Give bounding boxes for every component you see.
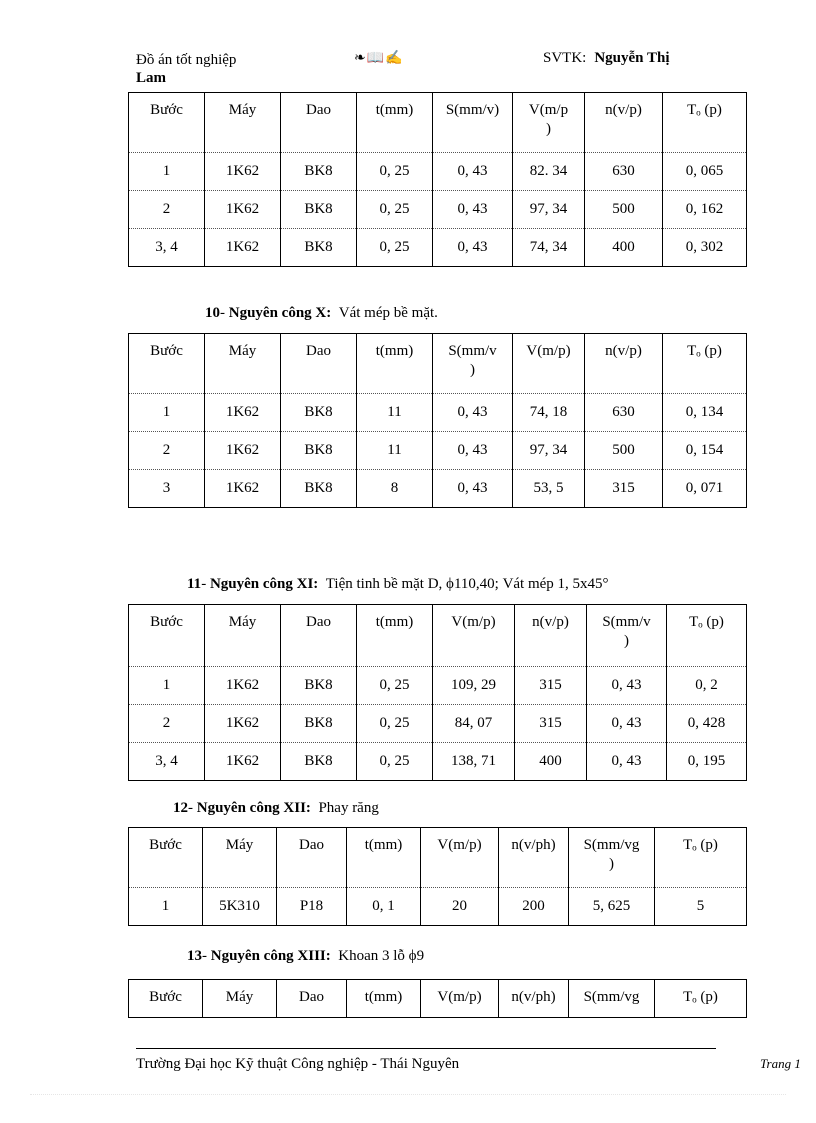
table-cell: BK8 [281,394,357,432]
section-11-dash: - [201,576,210,592]
column-header: n(v/p) [585,93,663,153]
table-cell: BK8 [281,667,357,705]
column-header: Dao [281,605,357,667]
column-header: n(v/ph) [499,980,569,1018]
table-row [129,705,747,743]
table-cell: 0, 43 [587,705,667,743]
section-13-number: 13 [187,948,202,964]
table-cell: 630 [585,153,663,191]
column-header: V(m/p ) [513,93,585,153]
page-number: Trang 1 [760,1056,801,1071]
column-header: t(mm) [357,93,433,153]
table-row [129,667,747,705]
column-header: Tₒ (p) [655,980,747,1018]
table-cell: 400 [585,229,663,267]
table-cell: 2 [129,191,205,229]
column-header: Dao [277,980,347,1018]
table-cell: 0, 065 [663,153,747,191]
table-cutting-params-1 [128,92,747,267]
table-cell: 0, 25 [357,153,433,191]
footer-divider [136,1048,716,1049]
table-cell: BK8 [281,191,357,229]
table-cell: 1 [129,667,205,705]
table-cell: 11 [357,394,433,432]
table-cell: 500 [585,432,663,470]
table-cell: 0, 43 [587,743,667,781]
column-header: t(mm) [347,828,421,888]
table-cell: 0, 195 [667,743,747,781]
section-12-name: Nguyên công XII: [196,800,311,816]
table-cell: 0, 25 [357,705,433,743]
table-header-row [129,334,747,394]
table-cell: 0, 43 [433,191,513,229]
column-header: Bước [129,93,205,153]
column-header: t(mm) [357,605,433,667]
table-cell: BK8 [281,432,357,470]
column-header: n(v/p) [585,334,663,394]
column-header: V(m/p) [513,334,585,394]
column-header: Dao [277,828,347,888]
table-cell: 3 [129,470,205,508]
table-cell: 20 [421,888,499,926]
header-ornament-icon: ❧📖✍ [354,51,404,66]
header-doc-title: Đồ án tốt nghiệp [136,52,237,68]
section-12-title [173,800,379,817]
table-cell: 0, 25 [357,667,433,705]
column-header: S(mm/vg ) [569,828,655,888]
section-12-desc: Phay răng [318,800,379,816]
section-11-number: 11 [187,576,202,592]
table-cell: 0, 43 [433,432,513,470]
table-row [129,394,747,432]
table-cell: 315 [515,667,587,705]
table-cell: 0, 43 [433,229,513,267]
section-11-desc: Tiện tinh bề mặt D, ϕ110,40; Vát mép 1, 5x45° [325,576,609,592]
section-10-dash: - [220,305,229,321]
table-cell: BK8 [281,229,357,267]
column-header: Dao [281,334,357,394]
section-10-name: Nguyên công X: [228,305,332,321]
section-11-title [187,576,609,593]
header-student [543,50,670,67]
column-header: t(mm) [347,980,421,1018]
table-cell: 0, 25 [357,743,433,781]
table-cell: 11 [357,432,433,470]
table-cell: 74, 34 [513,229,585,267]
table-cell: 82. 34 [513,153,585,191]
column-header: Máy [205,93,281,153]
table-cell: 0, 43 [587,667,667,705]
table-row [129,432,747,470]
column-header: Máy [205,334,281,394]
student-name-part2: Lam [136,70,166,86]
table-cutting-params-5 [128,979,747,1018]
table-cell: BK8 [281,705,357,743]
table-cutting-params-3 [128,604,747,781]
table-cutting-params-2 [128,333,747,508]
column-header: Máy [203,980,277,1018]
column-header: S(mm/v ) [587,605,667,667]
table-cell: 630 [585,394,663,432]
table-cell: 200 [499,888,569,926]
table-cell: 1K62 [205,667,281,705]
section-13-name: Nguyên công XIII: [210,948,331,964]
table-cell: 5K310 [203,888,277,926]
column-header: Dao [281,93,357,153]
table-cell: BK8 [281,470,357,508]
table-cell: 0, 154 [663,432,747,470]
table-cell: 2 [129,705,205,743]
table-header-row [129,93,747,153]
section-12-dash: - [188,800,197,816]
svtk-label: SVTK: [543,50,587,66]
table-header-row [129,980,747,1018]
table-cell: 138, 71 [433,743,515,781]
table-header-row [129,828,747,888]
column-header: Tₒ (p) [663,334,747,394]
table-cell: 1K62 [205,470,281,508]
table-cell: 1K62 [205,153,281,191]
table-cell: 0, 2 [667,667,747,705]
column-header: Máy [205,605,281,667]
column-header: Tₒ (p) [663,93,747,153]
table-cell: BK8 [281,743,357,781]
table-row [129,153,747,191]
table-cutting-params-4 [128,827,747,926]
section-10-title [205,305,438,322]
column-header: S(mm/v ) [433,334,513,394]
section-10-desc: Vát mép bề mặt. [338,305,438,321]
student-name-part1: Nguyễn Thị [594,50,670,66]
column-header: Bước [129,828,203,888]
table-cell: 1 [129,394,205,432]
table-cell: 1 [129,153,205,191]
table-cell: 400 [515,743,587,781]
column-header: S(mm/vg [569,980,655,1018]
table-cell: 53, 5 [513,470,585,508]
table-cell: 0, 071 [663,470,747,508]
table-cell: 0, 302 [663,229,747,267]
table-cell: 3, 4 [129,229,205,267]
column-header: V(m/p) [421,980,499,1018]
column-header: Bước [129,605,205,667]
table-cell: 1K62 [205,394,281,432]
table-cell: 1 [129,888,203,926]
footer-school: Trường Đại học Kỹ thuật Công nghiệp - Thái Nguyên [136,1056,460,1072]
column-header: n(v/ph) [499,828,569,888]
column-header: Máy [203,828,277,888]
table-cell: 1K62 [205,229,281,267]
table-header-row [129,605,747,667]
table-cell: 0, 25 [357,191,433,229]
table-cell: 0, 43 [433,394,513,432]
table-cell: P18 [277,888,347,926]
table-cell: 97, 34 [513,432,585,470]
table-cell: 1K62 [205,743,281,781]
column-header: V(m/p) [433,605,515,667]
table-cell: 0, 1 [347,888,421,926]
section-13-dash: - [202,948,211,964]
table-cell: 0, 25 [357,229,433,267]
column-header: V(m/p) [421,828,499,888]
table-row [129,470,747,508]
table-row [129,229,747,267]
table-cell: 315 [515,705,587,743]
table-cell: 1K62 [205,432,281,470]
table-row [129,888,747,926]
table-cell: 5, 625 [569,888,655,926]
column-header: t(mm) [357,334,433,394]
page-bottom-rule [30,1094,786,1095]
column-header: Tₒ (p) [655,828,747,888]
table-cell: 0, 43 [433,153,513,191]
column-header: Tₒ (p) [667,605,747,667]
table-cell: 2 [129,432,205,470]
table-cell: 8 [357,470,433,508]
column-header: n(v/p) [515,605,587,667]
column-header: Bước [129,980,203,1018]
table-cell: 97, 34 [513,191,585,229]
section-12-number: 12 [173,800,188,816]
table-cell: 109, 29 [433,667,515,705]
section-11-name: Nguyên công XI: [209,576,319,592]
section-13-title [187,948,424,965]
table-cell: 0, 162 [663,191,747,229]
table-cell: 500 [585,191,663,229]
table-cell: 74, 18 [513,394,585,432]
table-row [129,743,747,781]
table-cell: 3, 4 [129,743,205,781]
table-cell: 315 [585,470,663,508]
table-cell: 5 [655,888,747,926]
column-header: S(mm/v) [433,93,513,153]
table-cell: 1K62 [205,191,281,229]
section-13-desc: Khoan 3 lỗ ϕ9 [338,948,425,964]
table-cell: 0, 43 [433,470,513,508]
table-cell: 0, 134 [663,394,747,432]
table-cell: 1K62 [205,705,281,743]
table-cell: BK8 [281,153,357,191]
table-cell: 0, 428 [667,705,747,743]
section-10-number: 10 [205,305,220,321]
table-cell: 84, 07 [433,705,515,743]
column-header: Bước [129,334,205,394]
table-row [129,191,747,229]
